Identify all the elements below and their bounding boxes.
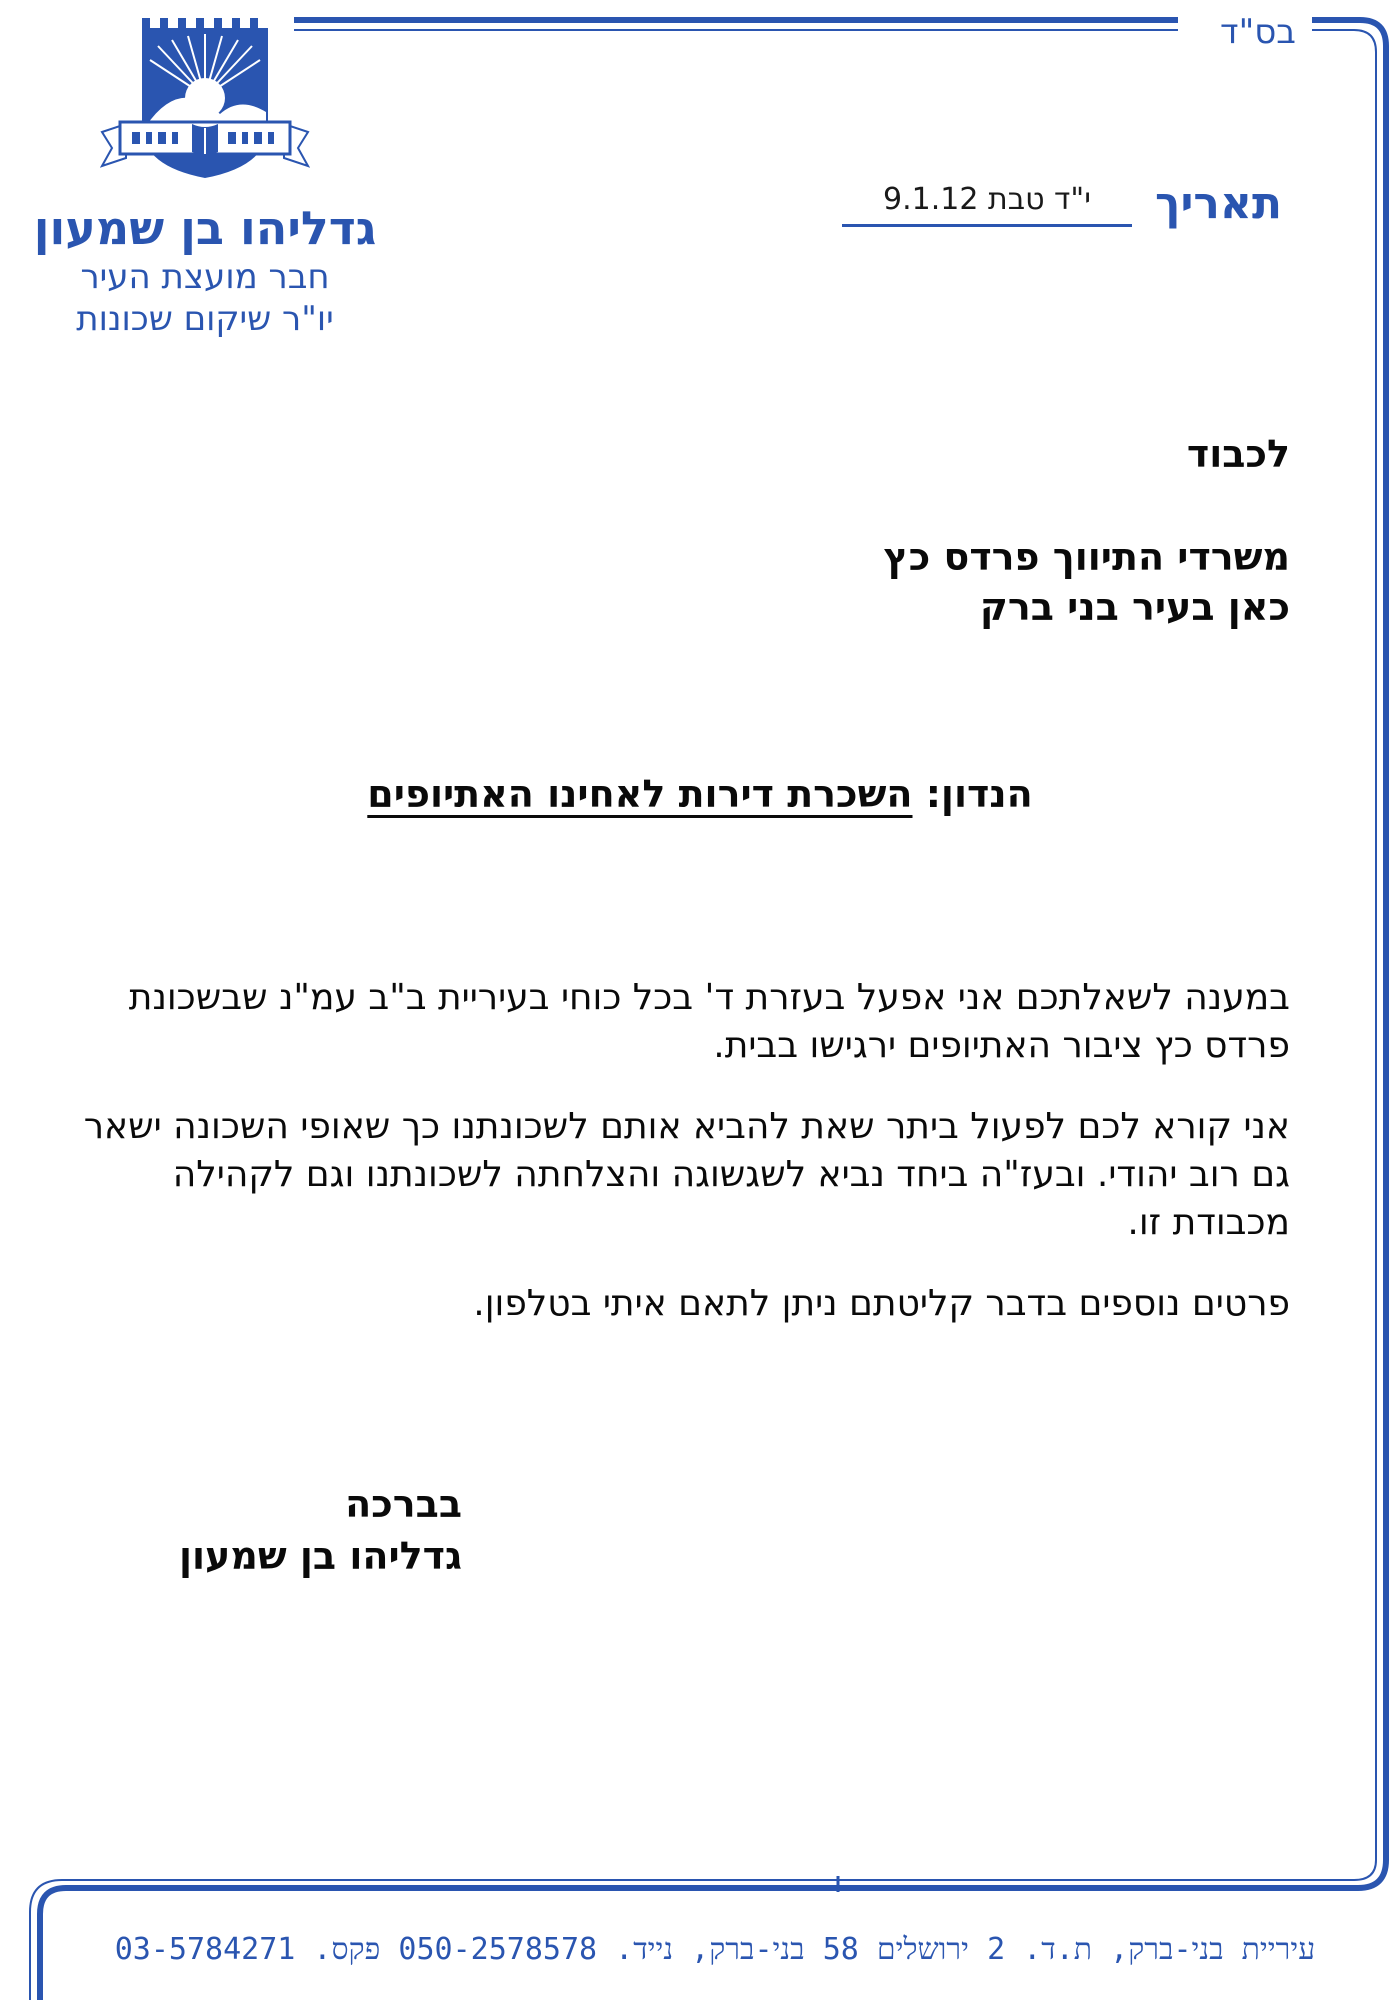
sender-role-chair: יו"ר שיקום שכונות xyxy=(76,299,334,339)
closing-signature-name: גדליהו בן שמעון xyxy=(178,1534,462,1578)
salutation: לכבוד xyxy=(1186,432,1290,476)
date-row xyxy=(722,178,1282,238)
recipient-line-1: משרדי התיווך פרדס כץ xyxy=(883,535,1290,579)
closing-block xyxy=(62,1478,462,1582)
bnei-brak-emblem-icon xyxy=(100,16,310,186)
closing-greeting: בברכה xyxy=(345,1482,462,1526)
sender-block xyxy=(30,200,380,340)
body-paragraph-1: במענה לשאלתכם אני אפעל בעזרת ד' בכל כוחי בעיריית ב"ב עמ"נ שבשכונת פרדס כץ ציבור האתיופים ירגישו בבית. xyxy=(128,977,1290,1066)
sender-role-council: חבר מועצת העיר xyxy=(80,257,330,297)
sender-name: גדליהו בן שמעון xyxy=(33,201,377,255)
body-paragraph-3: פרטים נוספים בדבר קליטתם ניתן לתאם איתי בטלפון. xyxy=(473,1283,1290,1324)
date-value: י"ד טבת 9.1.12 xyxy=(883,182,1091,217)
recipient-line-2: כאן בעיר בני ברק xyxy=(979,585,1290,629)
footer-contact: עיריית בני-ברק, ת.ד. 2 ירושלים 58 בני-ברק, נייד. 050-2578578 פקס. 03-5784271 xyxy=(114,1932,1316,1967)
subject-text: השכרת דירות לאחינו האתיופים xyxy=(367,772,913,816)
recipient-block xyxy=(390,532,1290,632)
letter-body xyxy=(60,974,1290,1361)
date-label: תאריך xyxy=(1155,178,1282,229)
date-underline xyxy=(842,224,1132,227)
subject-line xyxy=(120,772,1280,816)
bsd-header: בס"ד xyxy=(1220,12,1296,52)
subject-label: הנדון: xyxy=(925,772,1033,816)
body-paragraph-2: אני קורא לכם לפעול ביתר שאת להביא אותם לשכונתנו כך שאופי השכונה ישאר גם רוב יהודי. ובעז"ה ביחד נביא לשגשוגה והצלחתה לשכונתנו וגם לקהילה מכבודת זו. xyxy=(83,1106,1290,1243)
